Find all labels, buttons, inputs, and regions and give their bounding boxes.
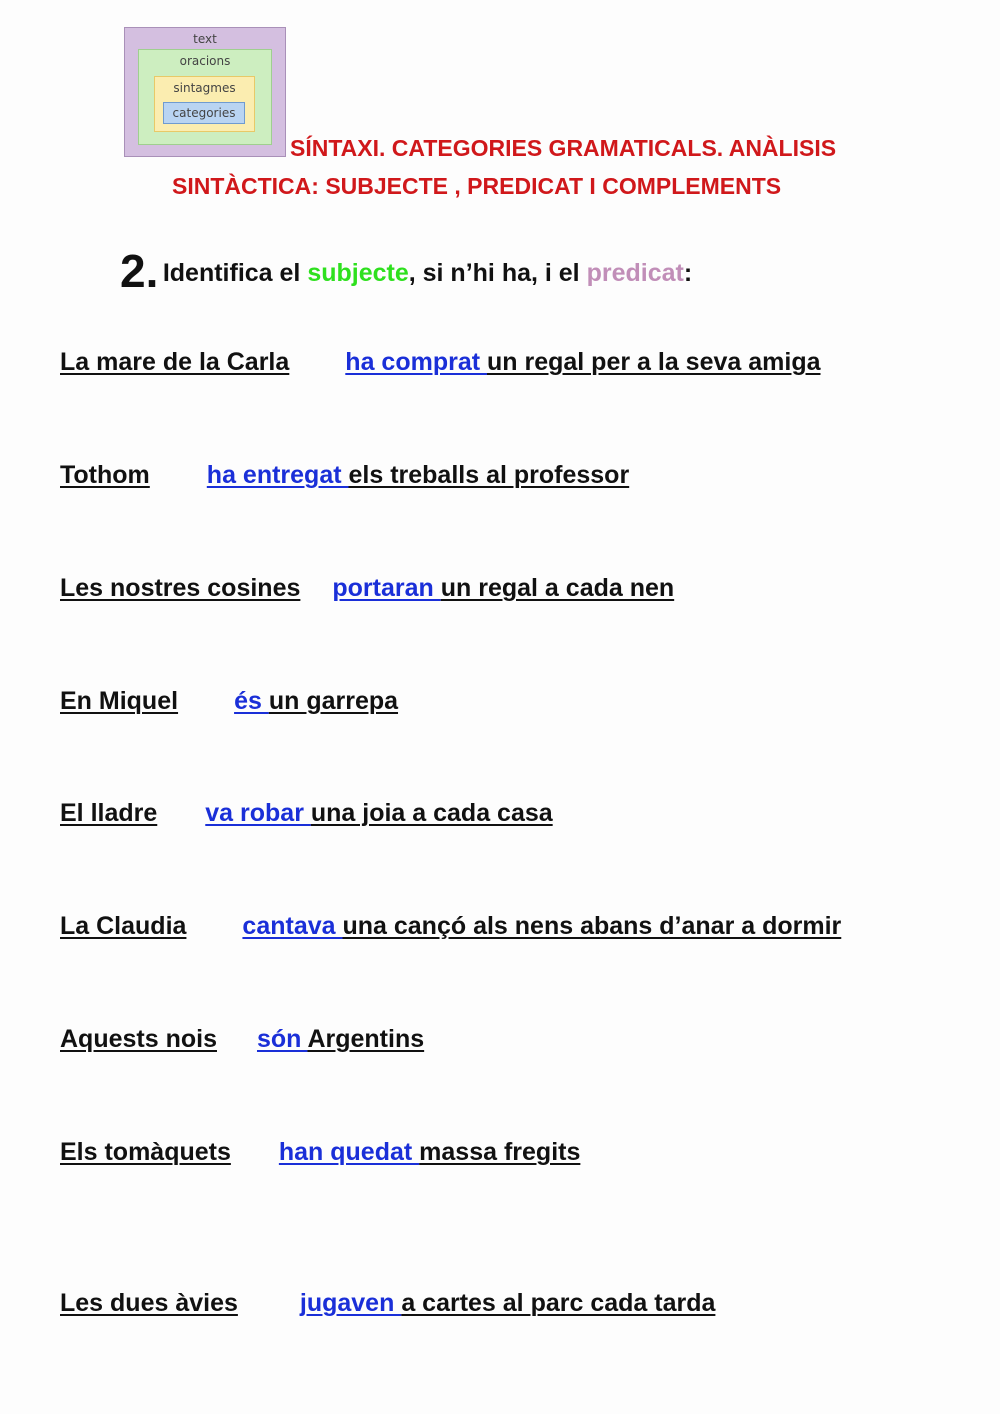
sentence-subject[interactable]: En Miquel — [60, 687, 179, 715]
sentence-subject[interactable]: La mare de la Carla — [60, 348, 290, 376]
instruction-text-3: : — [683, 259, 693, 287]
sentence-verb[interactable]: va robar — [205, 799, 311, 827]
sentence-complement[interactable]: a cartes al parc cada tarda — [401, 1289, 716, 1317]
sentence-verb[interactable]: jugaven — [299, 1289, 402, 1317]
sentence-row — [60, 1289, 715, 1318]
exercise-number: 2. — [120, 245, 159, 297]
sentence-complement[interactable]: una cançó als nens abans d’anar a dormir — [342, 912, 842, 940]
instruction-text-1: Identifica el — [162, 259, 308, 287]
page-title-line-1: SÍNTAXI. CATEGORIES GRAMATICALS. ANÀLISIS — [290, 135, 837, 161]
instruction-text-2: , si n’hi ha, i el — [408, 259, 587, 287]
sentence-complement[interactable]: un garrepa — [268, 687, 399, 715]
instruction-subject-word: subjecte — [307, 259, 409, 287]
sentence-verb[interactable]: ha comprat — [345, 348, 487, 376]
logo-box-categories — [163, 102, 245, 124]
exercise-instruction — [120, 244, 692, 298]
logo-label-sintagmes: sintagmes — [173, 81, 236, 95]
sentence-row — [60, 1138, 580, 1167]
instruction-predicate-word: predicat — [586, 259, 684, 287]
sentence-complement[interactable]: una joia a cada casa — [310, 799, 553, 827]
sentence-subject[interactable]: La Claudia — [60, 912, 187, 940]
logo-box-oracions — [138, 49, 272, 145]
logo-label-oracions: oracions — [179, 54, 231, 68]
syntax-levels-diagram — [124, 27, 286, 157]
sentence-complement[interactable]: un regal per a la seva amiga — [487, 348, 821, 376]
logo-label-text: text — [193, 32, 217, 46]
sentence-verb[interactable]: han quedat — [278, 1138, 420, 1166]
sentence-subject[interactable]: Aquests nois — [60, 1025, 217, 1053]
sentence-row — [60, 799, 553, 828]
sentence-subject[interactable]: El lladre — [60, 799, 158, 827]
sentence-verb[interactable]: són — [256, 1025, 308, 1053]
sentence-subject[interactable]: Els tomàquets — [60, 1138, 231, 1166]
sentence-subject[interactable]: Tothom — [60, 461, 150, 489]
sentence-row — [60, 348, 821, 377]
sentence-subject[interactable]: Les nostres cosines — [60, 574, 301, 602]
sentence-complement[interactable]: Argentins — [307, 1025, 425, 1053]
sentence-row — [60, 1025, 424, 1054]
sentence-verb[interactable]: ha entregat — [206, 461, 349, 489]
sentence-complement[interactable]: massa fregits — [419, 1138, 581, 1166]
sentence-row — [60, 687, 398, 716]
page-title-line-2: SINTÀCTICA: SUBJECTE , PREDICAT I COMPLEMENTS — [172, 173, 782, 199]
sentence-row — [60, 912, 841, 941]
sentence-row — [60, 461, 629, 490]
sentence-subject[interactable]: Les dues àvies — [60, 1289, 238, 1317]
sentence-verb[interactable]: cantava — [242, 912, 343, 940]
sentence-complement[interactable]: els treballs al professor — [348, 461, 630, 489]
logo-box-sintagmes — [154, 76, 255, 132]
sentence-verb[interactable]: és — [234, 687, 269, 715]
logo-label-categories: categories — [172, 106, 236, 120]
sentence-verb[interactable]: portaran — [332, 574, 441, 602]
sentence-row — [60, 574, 674, 603]
sentence-complement[interactable]: un regal a cada nen — [440, 574, 675, 602]
